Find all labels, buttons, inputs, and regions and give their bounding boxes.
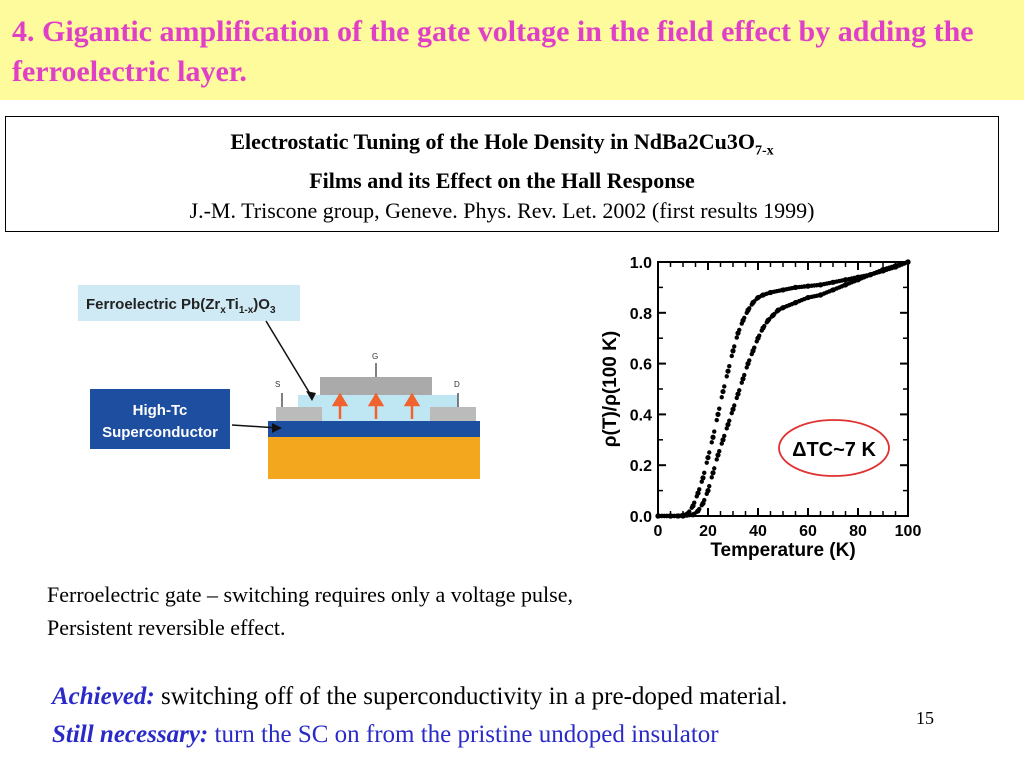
substrate-layer	[268, 437, 480, 479]
plot-frame	[658, 262, 908, 516]
curve-dot-series-1	[715, 418, 719, 422]
curve-dot-series-1	[745, 311, 749, 315]
ferroelectric-pointer	[266, 321, 312, 397]
htc-label-line1: High-Tc	[132, 402, 188, 419]
summary-block	[52, 678, 992, 754]
curve-dot-series-1	[692, 500, 696, 504]
gate-label: G	[372, 352, 379, 361]
curve-dot-series-2	[755, 339, 759, 343]
reference-title-line2: Films and its Effect on the Hall Response	[309, 168, 695, 194]
curve-dot-series-1	[732, 344, 736, 348]
data-point-series-1	[705, 455, 710, 460]
x-tick-label: 100	[894, 523, 922, 540]
source-electrode	[276, 407, 322, 421]
curve-dot-series-2	[762, 324, 766, 328]
curve-dot-series-1	[730, 354, 734, 358]
curve-dot-series-1	[747, 306, 751, 310]
curve-dot-series-2	[760, 328, 764, 332]
curve-dot-series-1	[735, 335, 739, 339]
ferroelectric-notes	[47, 578, 847, 644]
curve-dot-series-2	[730, 411, 734, 415]
curve-dot-series-2	[745, 365, 749, 369]
curve-dot-series-1	[702, 471, 706, 475]
curve-dot-series-2	[722, 434, 726, 438]
achieved-line	[52, 678, 992, 716]
curve-dot-series-1	[705, 460, 709, 464]
curve-dot-series-2	[737, 388, 741, 392]
curve-dot-series-2	[717, 449, 721, 453]
curve-dot-series-1	[742, 316, 746, 320]
curve-dot-series-2	[697, 507, 701, 511]
curve-dot-series-2	[742, 373, 746, 377]
curve-dot-series-1	[710, 440, 714, 444]
curve-dot-series-2	[740, 380, 744, 384]
curve-dot-series-2	[905, 260, 909, 264]
y-tick-label: 0.4	[629, 407, 652, 425]
curve-dot-series-2	[715, 457, 719, 461]
curve-dot-series-2	[720, 441, 724, 445]
x-tick-label: 40	[749, 523, 767, 540]
curve-dot-series-2	[732, 403, 736, 407]
reference-title-line1	[6, 127, 998, 166]
necessary-line	[52, 716, 992, 754]
x-tick-label: 80	[849, 523, 867, 540]
y-tick-label: 0.6	[629, 356, 652, 374]
y-tick-label: 1.0	[629, 255, 652, 272]
reference-citation: J.-M. Triscone group, Geneve. Phys. Rev. Let. 2002 (first results 1999)	[189, 198, 815, 224]
curve-dot-series-2	[707, 484, 711, 488]
y-axis-label: ρ(T)/ρ(100 K)	[600, 330, 621, 448]
data-point-series-1	[715, 412, 720, 417]
note-line-1: Ferroelectric gate – switching requires only a voltage pulse,	[47, 582, 573, 607]
delta-tc-annotation: ΔTC~7 K	[792, 439, 876, 461]
curve-dot-series-1	[695, 494, 699, 498]
y-tick-label: 0.8	[629, 305, 652, 323]
curve-dot-series-1	[690, 506, 694, 510]
device-diagram	[70, 285, 490, 485]
curve-dot-series-1	[727, 364, 731, 368]
curve-dot-series-1	[722, 384, 726, 388]
data-point-series-1	[725, 369, 730, 374]
curve-dot-series-1	[740, 321, 744, 325]
curve-dot-series-2	[750, 352, 754, 356]
curve-dot-series-1	[737, 328, 741, 332]
drain-label: D	[454, 380, 460, 389]
x-axis-label: Temperature (K)	[710, 540, 856, 561]
curve-dot-series-2	[747, 358, 751, 362]
achieved-label: Achieved:	[52, 683, 155, 710]
curve-dot-series-2	[705, 492, 709, 496]
curve-dot-series-1	[697, 487, 701, 491]
curve-dot-series-2	[702, 498, 706, 502]
source-label: S	[275, 380, 281, 389]
curve-dot-series-2	[700, 503, 704, 507]
achieved-text: switching off of the superconductivity in a pre-doped material.	[154, 683, 788, 710]
necessary-text: turn the SC on from the pristine undoped insulator	[208, 721, 719, 748]
curve-dot-series-2	[735, 396, 739, 400]
curve-dot-series-2	[727, 419, 731, 423]
reference-title-subscript: 7-x	[754, 143, 774, 159]
drain-electrode	[430, 407, 476, 421]
htc-label-line2: Superconductor	[102, 424, 218, 441]
y-tick-label: 0.2	[629, 458, 652, 476]
curve-dot-series-1	[700, 480, 704, 484]
x-tick-label: 20	[699, 523, 717, 540]
data-point-series-1	[730, 348, 735, 353]
y-tick-label: 0.0	[629, 509, 652, 526]
curve-dot-series-2	[712, 466, 716, 470]
curve-dot-series-1	[712, 429, 716, 433]
data-point-series-1	[720, 389, 725, 394]
curve-dot-series-2	[752, 346, 756, 350]
curve-dot-series-1	[707, 450, 711, 454]
ferroelectric-label: Ferroelectric $Pb(Zr_xTi_{1-x})O_3$	[86, 296, 276, 316]
title-banner	[0, 0, 1024, 100]
curve-dot-series-2	[725, 426, 729, 430]
reference-box	[5, 116, 999, 232]
curve-dot-series-1	[720, 395, 724, 399]
page-number: 15	[916, 708, 934, 728]
curve-dot-series-2	[710, 475, 714, 479]
superconductor-layer	[268, 421, 480, 437]
necessary-label: Still necessary:	[52, 721, 209, 748]
x-tick-label: 60	[799, 523, 817, 540]
data-point-series-1	[710, 435, 715, 440]
reference-title-main: Electrostatic Tuning of the Hole Density in NdBa2Cu3O	[230, 129, 755, 154]
curve-dot-series-2	[757, 333, 761, 337]
gate-electrode	[320, 377, 432, 395]
note-line-2: Persistent reversible effect.	[47, 615, 286, 640]
data-point-series-2	[710, 470, 715, 475]
resistivity-plot	[590, 248, 940, 568]
curve-dot-series-1	[717, 406, 721, 410]
slide-title: 4. Gigantic amplification of the gate voltage in the field effect by adding the ferroelectric layer.	[12, 15, 974, 88]
curve-dot-series-1	[725, 374, 729, 378]
x-tick-label: 0	[653, 523, 663, 540]
